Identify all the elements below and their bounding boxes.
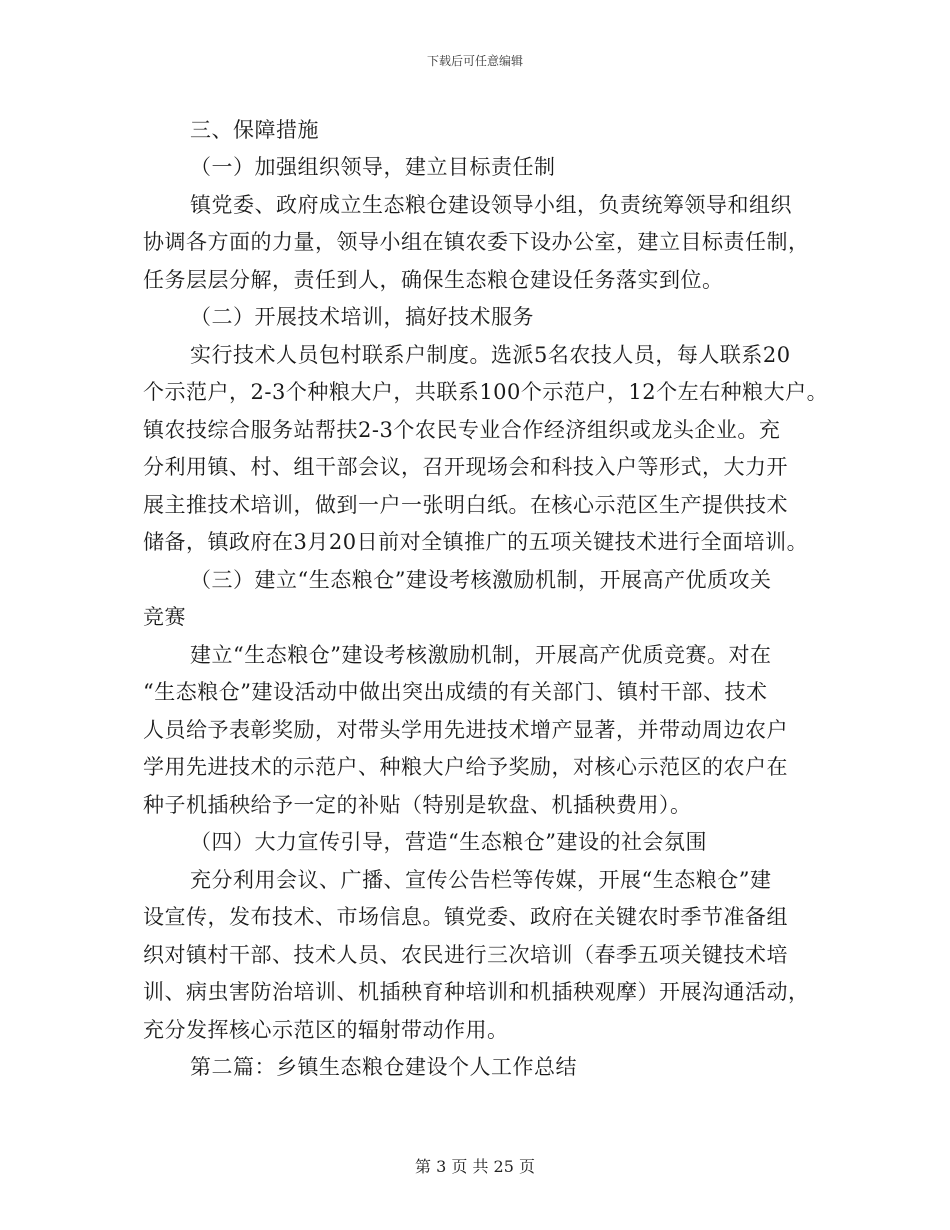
paragraph-line: 学用先进技术的示范户、种粮大户给予奖励，对核心示范区的农户在 xyxy=(143,755,788,779)
paragraph-line: “生态粮仓”建设活动中做出突出成绩的有关部门、镇村干部、技术 xyxy=(143,680,768,704)
subsection-heading: （二）开展技术培训，搞好技术服务 xyxy=(190,305,534,329)
paragraph-line: 实行技术人员包村联系户制度。选派5名农技人员，每人联系20 xyxy=(190,343,791,367)
paragraph-line: 人员给予表彰奖励，对带头学用先进技术增产显著，并带动周边农户 xyxy=(143,718,788,742)
paragraph-line: 任务层层分解，责任到人，确保生态粮仓建设任务落实到位。 xyxy=(143,268,724,292)
subsection-heading: （三）建立“生态粮仓”建设考核激励机制，开展高产优质攻关 xyxy=(190,568,772,592)
subsection-heading: （四）大力宣传引导，营造“生态粮仓”建设的社会氛围 xyxy=(190,830,707,854)
paragraph-line: 协调各方面的力量，领导小组在镇农委下设办公室，建立目标责任制， xyxy=(143,230,810,254)
paragraph-line: 设宣传，发布技术、市场信息。镇党委、政府在关键农时季节准备组 xyxy=(143,905,788,929)
paragraph-line: 建立“生态粮仓”建设考核激励机制，开展高产优质竞赛。对在 xyxy=(190,643,772,667)
chapter-heading: 第二篇：乡镇生态粮仓建设个人工作总结 xyxy=(190,1055,577,1079)
paragraph-line: 展主推技术培训，做到一户一张明白纸。在核心示范区生产提供技术 xyxy=(143,493,788,517)
paragraph-line: 织对镇村干部、技术人员、农民进行三次培训（春季五项关键技术培 xyxy=(143,943,788,967)
subsection-heading-continued: 竞赛 xyxy=(143,605,186,629)
paragraph-line: 充分利用会议、广播、宣传公告栏等传媒，开展“生态粮仓”建 xyxy=(190,868,772,892)
section-heading: 三、保障措施 xyxy=(190,118,319,142)
paragraph-line: 储备，镇政府在3月20日前对全镇推广的五项关键技术进行全面培训。 xyxy=(143,530,809,554)
paragraph-line: 镇党委、政府成立生态粮仓建设领导小组，负责统筹领导和组织 xyxy=(190,193,792,217)
page-header: 下载后可任意编辑 xyxy=(426,54,523,68)
subsection-heading: （一）加强组织领导，建立目标责任制 xyxy=(190,155,556,179)
paragraph-line: 个示范户，2-3个种粮大户，共联系100个示范户，12个左右种粮大户。 xyxy=(143,380,829,404)
paragraph-line: 种子机插秧给予一定的补贴（特别是软盘、机插秧费用）。 xyxy=(143,793,692,817)
paragraph-line: 镇农技综合服务站帮扶2-3个农民专业合作经济组织或龙头企业。充 xyxy=(143,418,781,442)
paragraph-line: 分利用镇、村、组干部会议，召开现场会和科技入户等形式，大力开 xyxy=(143,455,788,479)
page-footer: 第 3 页 共 25 页 xyxy=(415,1157,535,1176)
paragraph-line: 充分发挥核心示范区的辐射带动作用。 xyxy=(143,1018,509,1042)
paragraph-line: 训、病虫害防治培训、机插秧育种培训和机插秧观摩）开展沟通活动， xyxy=(143,980,810,1004)
